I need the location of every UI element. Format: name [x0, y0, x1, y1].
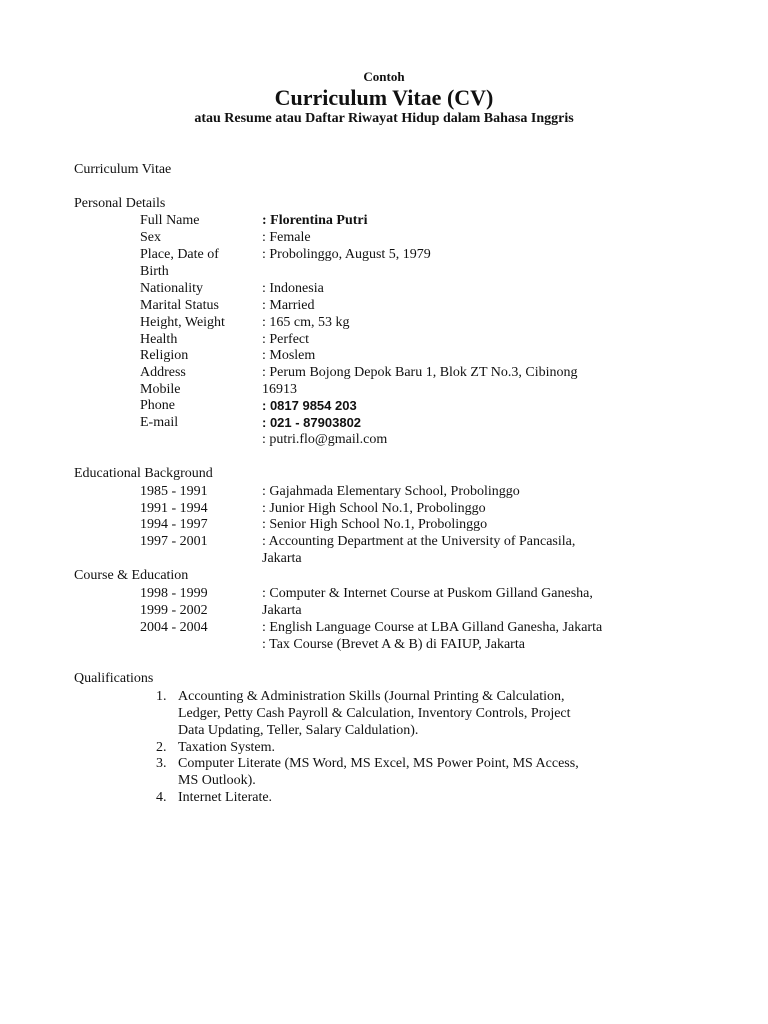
field-label: Place, Date of: [140, 247, 219, 262]
personal-heading: Personal Details: [74, 196, 166, 211]
qualification-number: 1.: [156, 689, 167, 704]
course-entry: Jakarta: [262, 603, 302, 618]
education-period: 1997 - 2001: [140, 534, 208, 549]
course-entry: : Computer & Internet Course at Puskom Gilland Ganesha,: [262, 586, 593, 601]
page-subtitle: atau Resume atau Daftar Riwayat Hidup dalam Bahasa Inggris: [194, 111, 574, 126]
field-label: Religion: [140, 348, 189, 363]
field-value: : Indonesia: [262, 281, 324, 296]
qualification-line: Ledger, Petty Cash Payroll & Calculation, Inventory Controls, Project: [178, 706, 571, 721]
qualification-line: MS Outlook).: [178, 773, 256, 788]
field-label: Height, Weight: [140, 315, 225, 330]
education-entry: Jakarta: [262, 551, 302, 566]
field-label: Health: [140, 332, 178, 347]
education-entry: : Senior High School No.1, Probolinggo: [262, 517, 488, 532]
course-entry: : Tax Course (Brevet A & B) di FAIUP, Jakarta: [262, 637, 525, 652]
qualification-line: Computer Literate (MS Word, MS Excel, MS Power Point, MS Access,: [178, 756, 579, 771]
field-value-email: : 021 - 87903802: [262, 415, 362, 430]
qualifications-heading: Qualifications: [74, 671, 154, 686]
field-label: Nationality: [140, 281, 203, 296]
education-entry: : Gajahmada Elementary School, Probolinggo: [262, 484, 520, 499]
course-period: 1999 - 2002: [140, 603, 208, 618]
field-label: Birth: [140, 264, 169, 279]
course-heading: Course & Education: [74, 568, 189, 583]
education-period: 1991 - 1994: [140, 501, 208, 516]
field-label: Mobile: [140, 382, 181, 397]
qualification-number: 3.: [156, 756, 167, 771]
field-value: : Perfect: [262, 332, 310, 347]
field-value-email-address: : putri.flo@gmail.com: [262, 432, 388, 447]
qualification-line: Taxation System.: [178, 740, 276, 755]
course-period: 1998 - 1999: [140, 586, 208, 601]
education-entry: : Accounting Department at the University of Pancasila,: [262, 534, 576, 549]
cv-heading: Curriculum Vitae: [74, 162, 172, 177]
field-value: 16913: [262, 382, 297, 397]
education-heading: Educational Background: [74, 466, 213, 481]
field-value-phone: : 0817 9854 203: [262, 398, 357, 413]
field-value: : Probolinggo, August 5, 1979: [262, 247, 431, 262]
education-period: 1985 - 1991: [140, 484, 208, 499]
field-label: Phone: [140, 398, 175, 413]
qualification-line: Data Updating, Teller, Salary Caldulation).: [178, 723, 419, 738]
field-value: : Female: [262, 230, 311, 245]
field-value: : 165 cm, 53 kg: [262, 315, 350, 330]
qualification-number: 2.: [156, 740, 167, 755]
field-label: Marital Status: [140, 298, 219, 313]
education-period: 1994 - 1997: [140, 517, 208, 532]
qualification-line: Accounting & Administration Skills (Journal Printing & Calculation,: [178, 689, 565, 704]
header-contoh: Contoh: [363, 69, 405, 84]
qualification-number: 4.: [156, 790, 167, 805]
field-value: : Perum Bojong Depok Baru 1, Blok ZT No.3, Cibinong: [262, 365, 578, 380]
field-label: Full Name: [140, 213, 200, 228]
field-label: E-mail: [140, 415, 179, 430]
course-period: 2004 - 2004: [140, 620, 208, 635]
education-entry: : Junior High School No.1, Probolinggo: [262, 501, 486, 516]
course-entry: : English Language Course at LBA Gilland Ganesha, Jakarta: [262, 620, 603, 635]
field-value: : Married: [262, 298, 315, 313]
page-title: Curriculum Vitae (CV): [274, 85, 494, 110]
field-value-full-name: : Florentina Putri: [262, 213, 368, 228]
field-label: Sex: [140, 230, 161, 245]
qualification-line: Internet Literate.: [178, 790, 273, 805]
field-label: Address: [140, 365, 186, 380]
field-value: : Moslem: [262, 348, 316, 363]
